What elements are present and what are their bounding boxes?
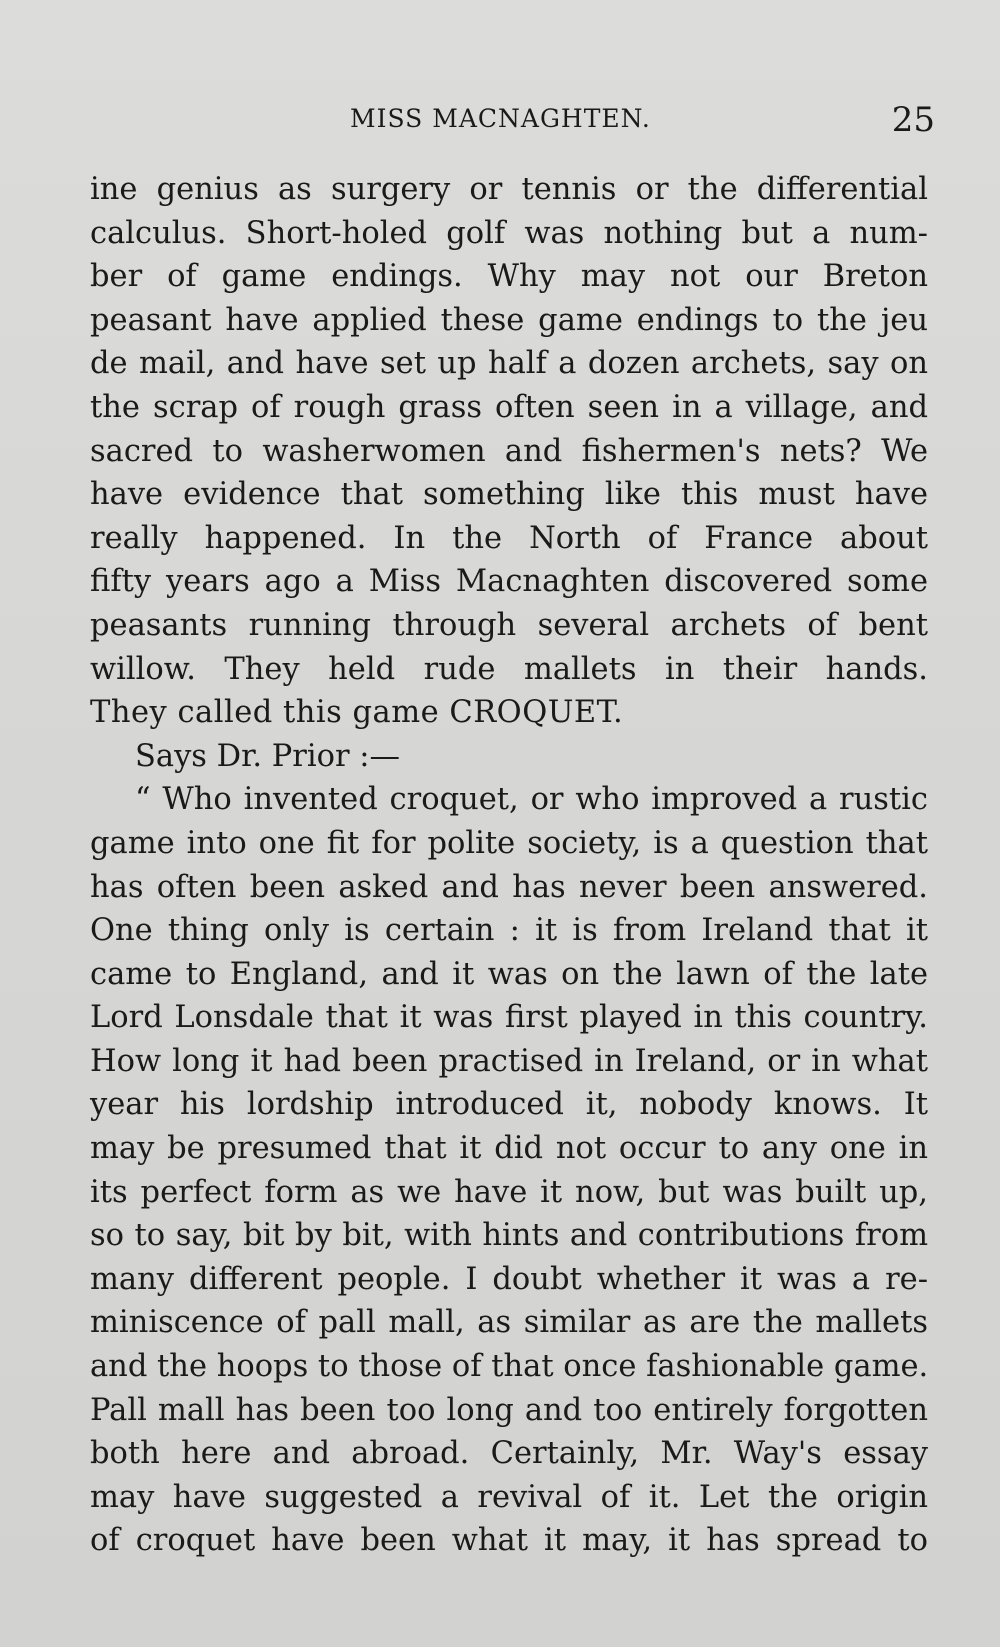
text-line: game into one fit for polite society, is a question that: [90, 825, 928, 861]
body-text: [90, 168, 928, 1563]
text-line: calculus. Short-holed golf was nothing but a num-: [90, 215, 928, 251]
text-line: really happened. In the North of France about: [90, 520, 928, 556]
text-line: willow. They held rude mallets in their hands.: [90, 651, 928, 687]
running-head: [90, 100, 935, 144]
text-line: the scrap of rough grass often seen in a village, and: [90, 389, 928, 425]
text-line: Pall mall has been too long and too entirely forgotten: [90, 1392, 928, 1428]
text-line: its perfect form as we have it now, but was built up,: [90, 1174, 928, 1210]
text-line: have evidence that something like this must have: [90, 477, 928, 513]
text-line: How long it had been practised in Ireland, or in what: [90, 1043, 928, 1079]
text-line: came to England, and it was on the lawn of the late: [90, 956, 928, 992]
text-line: has often been asked and has never been answered.: [90, 869, 928, 905]
text-line: ine genius as surgery or tennis or the differential: [90, 172, 928, 207]
text-line: ber of game endings. Why may not our Breton: [90, 259, 928, 295]
text-line: fifty years ago a Miss Macnaghten discovered some: [90, 564, 928, 600]
text-line: may be presumed that it did not occur to any one in: [90, 1131, 928, 1167]
text-line: peasant have applied these game endings to the jeu: [90, 302, 928, 338]
text-line: both here and abroad. Certainly, Mr. Way's essay: [90, 1436, 928, 1472]
text-line: One thing only is certain : it is from Ireland that it: [90, 913, 928, 949]
text-line: Lord Lonsdale that it was first played in this country.: [90, 1000, 928, 1036]
text-line: sacred to washerwomen and fishermen's nets? We: [90, 433, 928, 469]
text-line: and the hoops to those of that once fashionable game.: [90, 1349, 929, 1385]
text-line: may have suggested a revival of it. Let the origin: [90, 1479, 928, 1515]
text-line: many different people. I doubt whether it was a re-: [90, 1261, 928, 1297]
text-line: so to say, bit by bit, with hints and contributions from: [90, 1218, 928, 1254]
text-line: They called this game CROQUET.: [90, 695, 624, 731]
text-line: year his lordship introduced it, nobody knows. It: [90, 1087, 928, 1123]
page-number: 25: [891, 100, 935, 140]
text-line: de mail, and have set up half a dozen archets, say on: [90, 346, 928, 382]
text-line: “ Who invented croquet, or who improved a rustic: [135, 782, 928, 818]
text-line: peasants running through several archets of bent: [90, 607, 928, 643]
text-line: Says Dr. Prior :—: [135, 738, 400, 774]
text-line: of croquet have been what it may, it has spread to: [90, 1523, 928, 1559]
running-title: MISS MACNAGHTEN.: [350, 104, 651, 133]
text-line: miniscence of pall mall, as similar as are the mallets: [90, 1305, 928, 1341]
